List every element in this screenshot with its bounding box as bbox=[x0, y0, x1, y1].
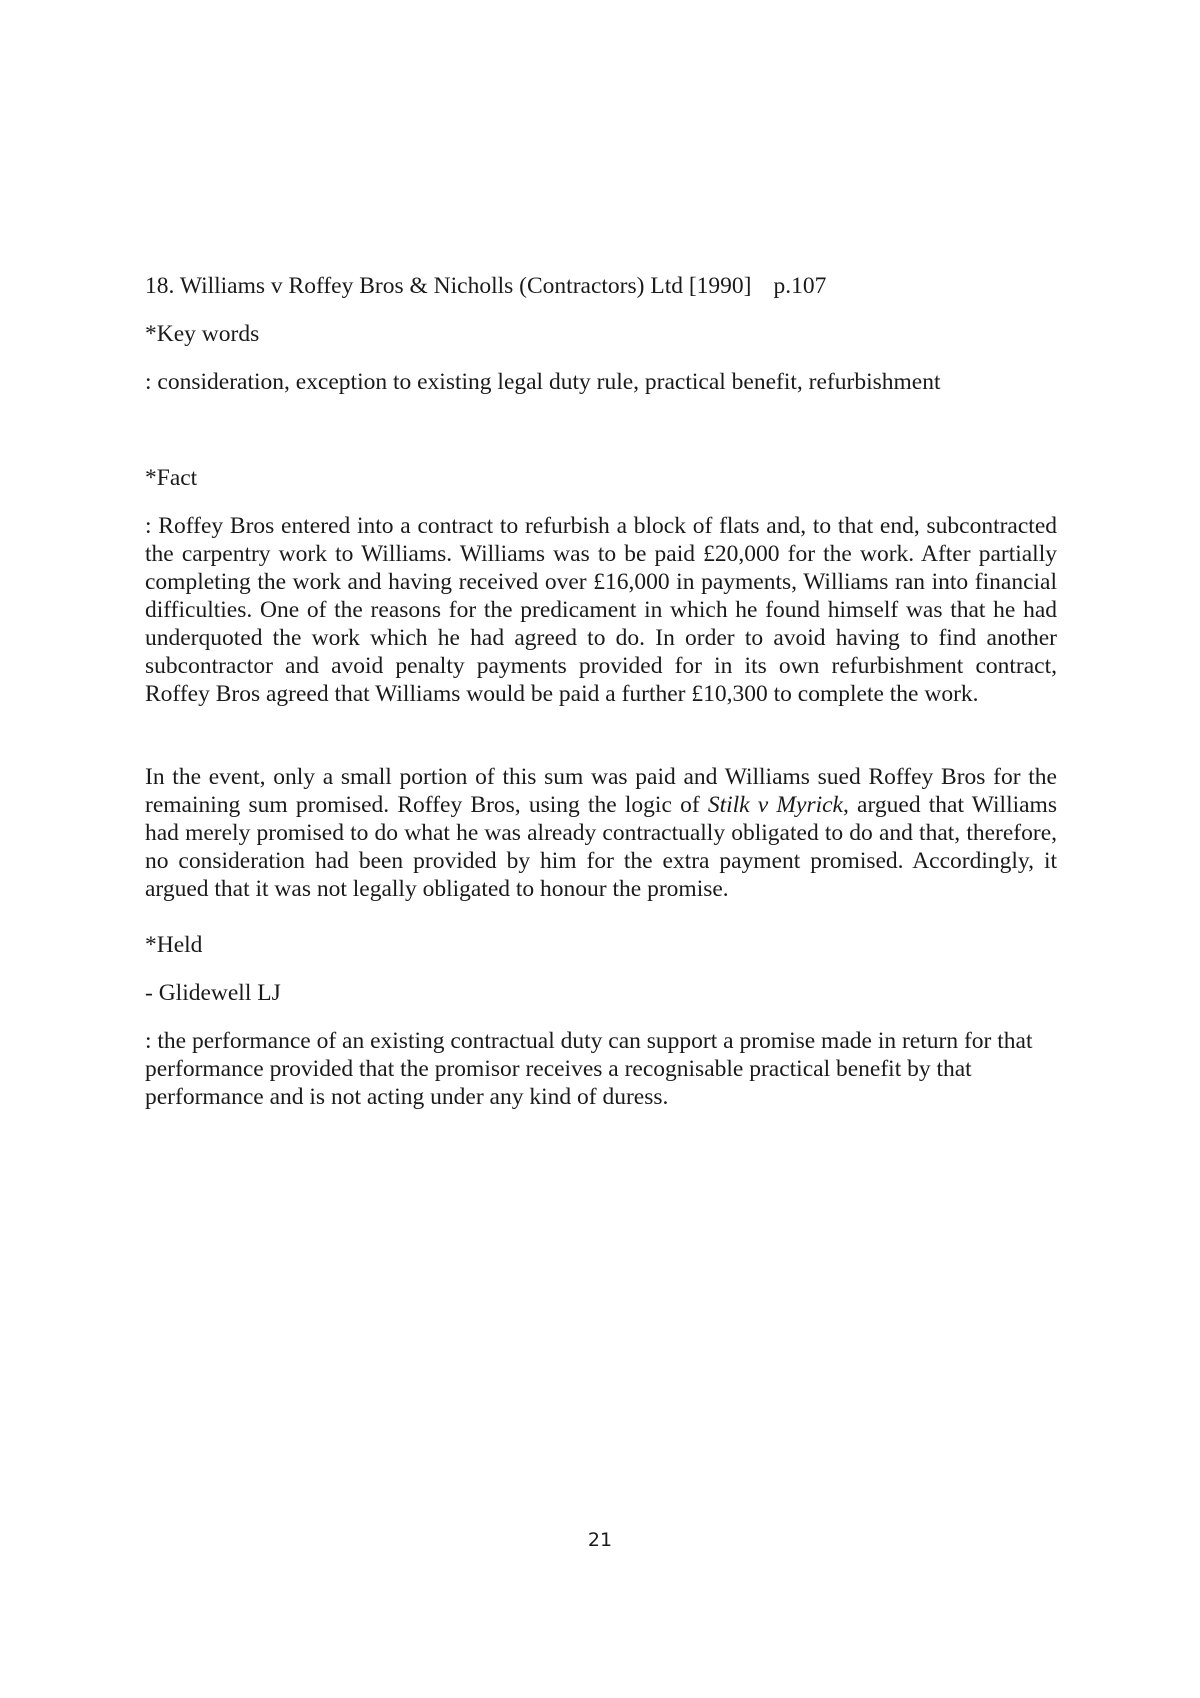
held-text: : the performance of an existing contractual duty can support a promise made in return for that performance provided that the promisor receives a recognisable practical benefit by that performance and is not acting under any kind of duress. bbox=[145, 1028, 1033, 1110]
fact-paragraph-2-before: In the event, only a small portion of this sum was paid and Williams sued Roffey Bros for the remaining sum promised. Roffey Bros, using the logic of bbox=[145, 764, 1057, 818]
fact-heading: *Fact bbox=[145, 465, 198, 491]
key-words-text: : consideration, exception to existing legal duty rule, practical benefit, refurbishment bbox=[145, 369, 941, 395]
case-title-line bbox=[145, 272, 1057, 300]
fact-paragraph-1: : Roffey Bros entered into a contract to refurbish a block of flats and, to that end, subcontracted the carpentry work to Williams. Williams was to be paid £20,000 for the work. After partially completing the work and having received over £16,000 in payments, Williams ran into financial difficulties. One of the reasons for the predicament in which he found himself was that he had underquoted the work which he had agreed to do. In order to avoid having to find another subcontractor and avoid penalty payments provided for in its own refurbishment contract, Roffey Bros agreed that Williams would be paid a further £10,300 to complete the work. bbox=[145, 513, 1057, 707]
held-heading: *Held bbox=[145, 932, 203, 958]
fact-paragraph-2 bbox=[145, 763, 1057, 903]
judge-name: - Glidewell LJ bbox=[145, 980, 281, 1006]
case-citation-stilk-v-myrick: Stilk v Myrick bbox=[707, 792, 843, 818]
page-number: 21 bbox=[587, 1529, 613, 1551]
case-page-reference: p.107 bbox=[773, 273, 827, 299]
case-title: 18. Williams v Roffey Bros & Nicholls (Contractors) Ltd [1990] bbox=[145, 273, 752, 299]
fact-paragraph-2-after: , argued that Williams had merely promised to do what he was already contractually obligated to do and that, therefore, no consideration had been provided by him for the extra payment promised. Accordingly, it argued that it was not legally obligated to honour the promise. bbox=[145, 792, 1057, 902]
key-words-heading: *Key words bbox=[145, 321, 260, 347]
